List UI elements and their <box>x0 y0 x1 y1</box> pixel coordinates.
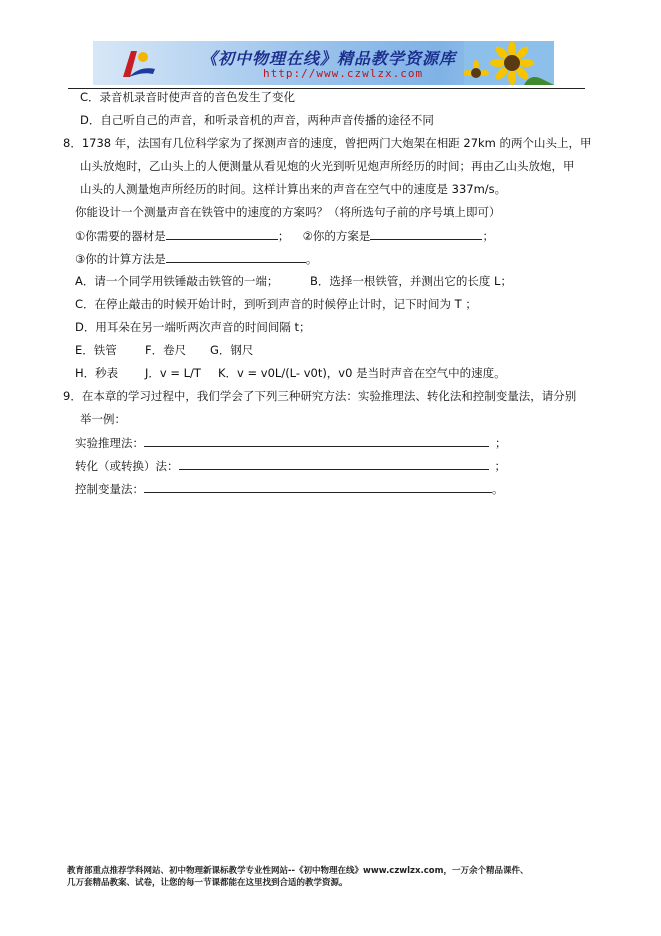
equipment-answer-blank[interactable] <box>166 227 278 240</box>
punct: 。 <box>492 482 504 496</box>
footer-line-2: 几万套精品教案、试卷，让您的每一节课都能在这里找到合适的教学资源。 <box>67 878 348 888</box>
punct: ； <box>495 436 507 450</box>
choice-k: K．v = v0L/(L- v0t)，v0 是当时声音在空气中的速度。 <box>218 366 506 380</box>
option-d: D．自己听自己的声音，和听录音机的声音，两种声音传播的途径不同 <box>80 113 434 127</box>
q9-method-c-label: 控制变量法： <box>75 482 144 496</box>
header-banner <box>93 41 554 85</box>
q9-method-c-row <box>75 480 504 497</box>
plan-answer-blank[interactable] <box>370 227 482 240</box>
q8-line-4: 你能设计一个测量声音在铁管中的速度的方案吗？（将所选句子前的序号填上即可） <box>75 205 501 219</box>
banner-url[interactable]: http://www.czwlzx.com <box>263 67 424 80</box>
punct: ； <box>277 229 290 243</box>
banner-title: 《初中物理在线》精品教学资源库 <box>201 49 457 68</box>
punct: 。 <box>305 252 318 266</box>
q9-method-a-label: 实验推理法： <box>75 436 144 450</box>
choice-d: D．用耳朵在另一端听两次声音的时间间隔 t； <box>75 320 311 334</box>
q8-equipment-label: ①你需要的器材是 <box>75 229 166 243</box>
punct: ； <box>482 229 494 243</box>
q8-calc-row <box>75 250 317 267</box>
option-c: C．录音机录音时使声音的音色发生了变化 <box>80 90 296 104</box>
punct: ； <box>494 459 506 473</box>
method-c-answer-blank[interactable] <box>144 480 492 493</box>
sunflower-image <box>464 41 554 85</box>
q8-prompts-row <box>75 227 494 244</box>
q8-line-3: 山头的人测量炮声所经历的时间。这样计算出来的声音在空气中的速度是 337m/s。 <box>80 182 507 196</box>
q8-line-2: 山头放炮时，乙山头上的人便测量从看见炮的火光到听见炮声所经历的时间；再由乙山头放炮，甲 <box>80 159 575 173</box>
method-a-answer-blank[interactable] <box>144 434 489 447</box>
choice-c: C．在停止敲击的时候开始计时，到听到声音的时候停止计时，记下时间为 T ； <box>75 297 477 311</box>
q9-method-b-row <box>75 457 506 474</box>
choice-h: H．秒表 <box>75 366 119 380</box>
footer-line-1: 教育部重点推荐学科网站、初中物理新课标教学专业性网站--《初中物理在线》www.czwlzx.com，一万余个精品课件、 <box>67 866 529 876</box>
choice-e: E．铁管 <box>75 343 117 357</box>
choice-a: A．请一个同学用铁锤敲击铁管的一端； <box>75 274 279 288</box>
q8-calc-label: ③你的计算方法是 <box>75 252 166 266</box>
q9-method-b-label: 转化（或转换）法： <box>75 459 179 473</box>
choice-b: B．选择一根铁管，并测出它的长度 L； <box>310 274 512 288</box>
page-footer <box>67 865 528 889</box>
choice-g: G．钢尺 <box>210 343 254 357</box>
choice-j: J．v = L/T <box>145 366 201 380</box>
q8-line-1: 8．1738 年，法国有几位科学家为了探测声音的速度，曾把两门大炮架在相距 27km 的两个山头上，甲 <box>63 136 592 150</box>
q9-line-2: 举一例： <box>80 412 126 426</box>
method-b-answer-blank[interactable] <box>179 457 489 470</box>
calculation-answer-blank[interactable] <box>166 250 306 263</box>
q8-plan-label: ②你的方案是 <box>302 229 371 243</box>
q9-line-1: 9．在本章的学习过程中，我们学会了下列三种研究方法：实验推理法、转化法和控制变量法，请分别 <box>63 389 577 403</box>
q9-method-a-row <box>75 434 507 451</box>
site-logo-icon <box>117 47 157 81</box>
choice-f: F．卷尺 <box>145 343 187 357</box>
